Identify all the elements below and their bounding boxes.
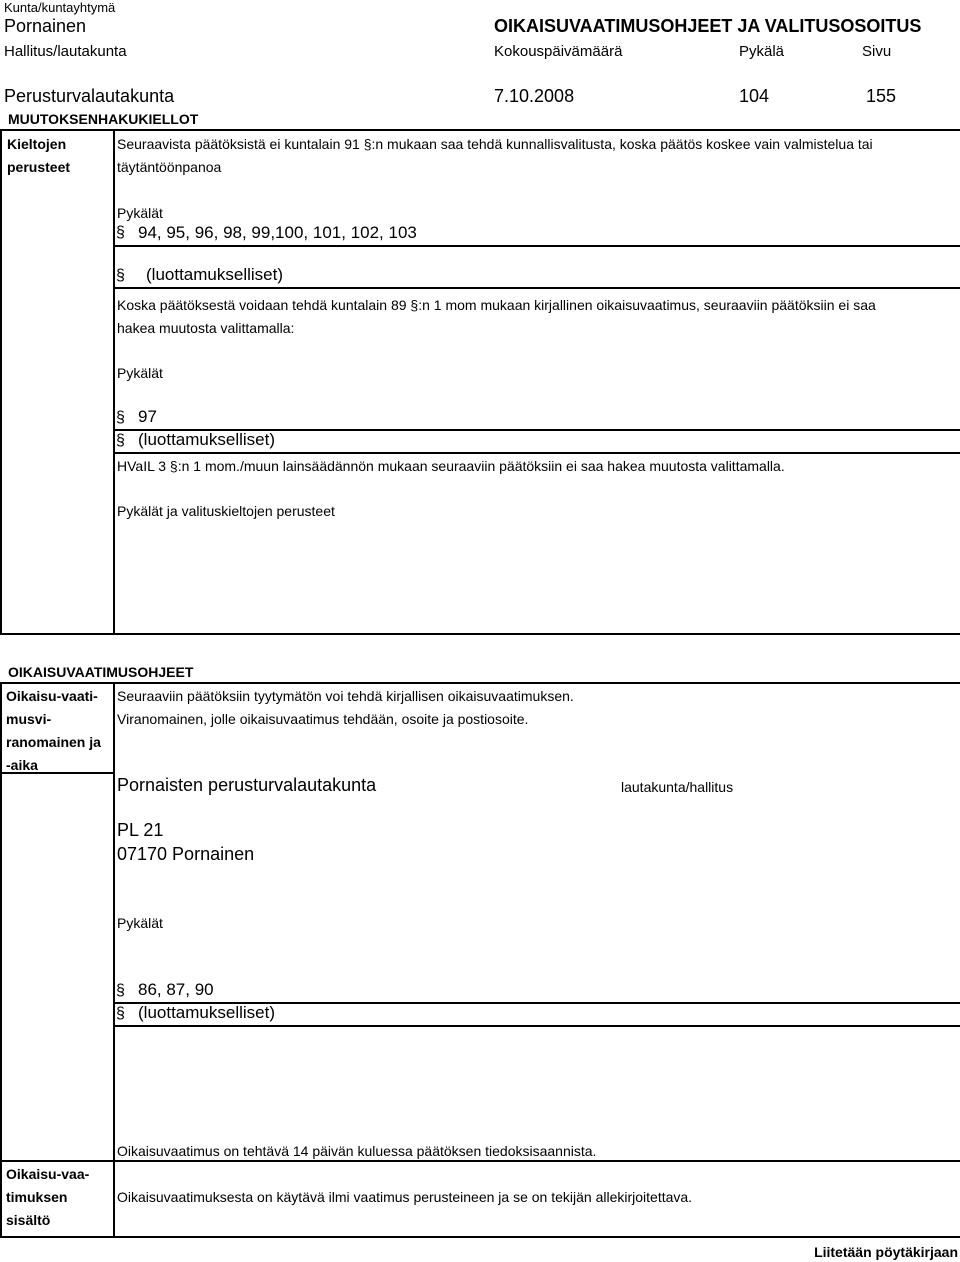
postcode-city: 07170 Pornainen: [117, 844, 255, 864]
page-label: Sivu: [862, 43, 892, 60]
ban-text-line-2: täytäntöönpanoa: [117, 159, 222, 175]
org-name: Pornainen: [4, 16, 87, 36]
sections-value: 86, 87, 90: [138, 980, 214, 999]
rectification-text-line-1: Seuraaviin päätöksiin tyytymätön voi tehdä kirjallisen oikaisuvaatimuksen.: [117, 688, 574, 704]
confidential-label: (luottamukselliset): [146, 265, 283, 284]
rectification-side-label-3: ranomainen ja: [6, 734, 101, 750]
sections-value: 97: [138, 407, 157, 426]
section-label: Pykälä: [739, 43, 785, 60]
appeal-ban-heading: MUUTOKSENHAKUKIELLOT: [8, 111, 199, 127]
ban-text-line-1: Seuraavista päätöksistä ei kuntalain 91 §:n mukaan saa tehdä kunnallisvalitusta, koska päätös koskee vain valmistelua tai: [117, 136, 873, 152]
body-value: Perusturvalautakunta: [4, 86, 175, 106]
rectification-side-label-2: musvi-: [6, 711, 52, 727]
sections-label: Pykälät: [117, 915, 163, 931]
sections-and-grounds-label: Pykälät ja valituskieltojen perusteet: [117, 503, 335, 519]
ban-side-label-1: Kieltojen: [7, 136, 67, 152]
sections-field: [115, 980, 960, 1004]
section-top-rule: [0, 129, 960, 131]
confidential-label: (luottamukselliset): [138, 430, 275, 449]
date-value: 7.10.2008: [494, 86, 575, 106]
confidential-label: (luottamukselliset): [138, 1003, 275, 1022]
content-side-label-1: Oikaisu-vaa-: [6, 1166, 90, 1182]
rectification-text-line-2: Viranomainen, jolle oikaisuvaatimus tehdään, osoite ja postiosoite.: [117, 711, 529, 727]
body-label: Hallitus/lautakunta: [4, 43, 127, 60]
box-divider-rule: [113, 682, 115, 1237]
row-rule: [0, 1160, 960, 1162]
hval-text: HVaIL 3 §:n 1 mom./muun lainsäädännön mukaan seuraaviin päätöksiin ei saa hakea muutosta valittamalla.: [117, 458, 785, 474]
box-divider-rule: [113, 129, 115, 634]
org-type-label: Kunta/kuntayhtymä: [4, 0, 116, 15]
box-bottom-rule: [0, 1236, 960, 1238]
section-top-rule: [0, 682, 960, 684]
rectification-side-label-1: Oikaisu-vaati-: [6, 688, 98, 704]
section-sign-icon: §: [116, 432, 125, 449]
authority-name: Pornaisten perusturvalautakunta: [117, 775, 377, 795]
section-sign-icon: §: [116, 224, 125, 241]
sections-label: Pykälät: [117, 205, 163, 221]
box-left-rule: [0, 682, 2, 1237]
sections-value: 94, 95, 96, 98, 99,100, 101, 102, 103: [138, 223, 417, 242]
rectification-heading: OIKAISUVAATIMUSOHJEET: [8, 664, 194, 680]
date-label: Kokouspäivämäärä: [494, 43, 623, 60]
box-bottom-rule: [0, 633, 960, 635]
content-side-label-2: timuksen: [6, 1189, 68, 1205]
because-text-line-2: hakea muutosta valittamalla:: [117, 320, 295, 336]
attach-to-minutes-note: Liitetään pöytäkirjaan: [814, 1244, 958, 1260]
authority-type: lautakunta/hallitus: [621, 779, 734, 795]
sections-label: Pykälät: [117, 365, 163, 381]
section-sign-icon: §: [116, 1005, 125, 1022]
ban-side-label-2: perusteet: [7, 159, 71, 175]
content-requirement-text: Oikaisuvaatimuksesta on käytävä ilmi vaatimus perusteineen ja se on tekijän allekirjoitettava.: [117, 1189, 693, 1205]
section-sign-icon: §: [116, 409, 125, 426]
document-title: OIKAISUVAATIMUSOHJEET JA VALITUSOSOITUS: [494, 16, 922, 36]
time-limit-text: Oikaisuvaatimus on tehtävä 14 päivän kuluessa päätöksen tiedoksisaannista.: [117, 1143, 597, 1159]
section-sign-icon: §: [116, 267, 125, 284]
section-sign-icon: §: [116, 982, 125, 999]
because-text-line-1: Koska päätöksestä voidaan tehdä kuntalain 89 §:n 1 mom mukaan kirjallinen oikaisuvaatimus, seuraaviin päätöksiin ei saa: [117, 297, 876, 313]
section-value: 104: [739, 86, 770, 106]
box-left-rule: [0, 129, 2, 634]
po-box: PL 21: [117, 820, 164, 840]
content-side-label-3: sisältö: [6, 1212, 51, 1228]
page-value: 155: [866, 86, 897, 106]
sections-field: [115, 407, 960, 431]
rectification-side-label-4: -aika: [6, 757, 38, 773]
